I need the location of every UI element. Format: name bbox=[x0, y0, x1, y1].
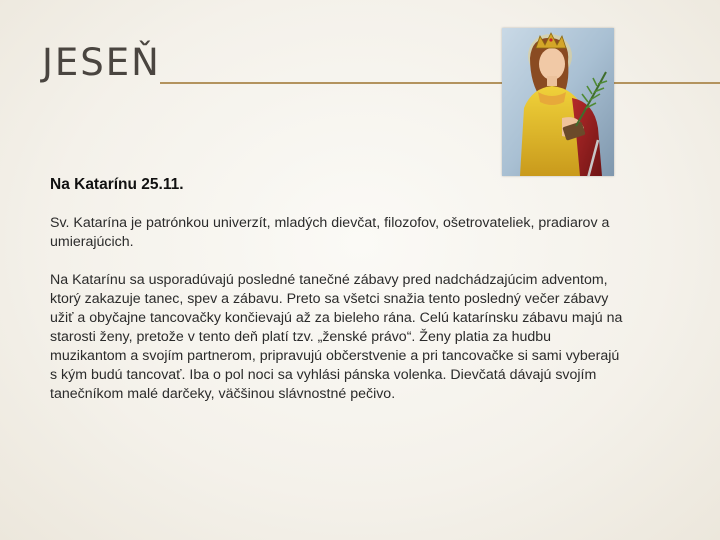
paragraph-customs: Na Katarínu sa usporadúvajú posledné tanečné zábavy pred nadchádzajúcim adventom, ktorý zakazuje tanec, spev a zábavu. Preto sa všetci snažia tento posledný večer zábavy užiť a obyčajne tancovačky končievajú až za bieleho rána. Celú katarínsku zábavu majú na starosti ženy, pretože v tento deň platí tzv. „ženské právo“. Ženy platia za hudbu muzikantom a svojím partnerom, pripravujú občerstvenie a pri tancovačke si sami vyberajú s kým budú tancovať. Iba o pol noci sa vyhlási pánska volenka. Dievčatá dávajú svojím tanečníkom malé darčeky, väčšinou slávnostné pečivo. bbox=[50, 272, 623, 402]
slide-content bbox=[50, 176, 630, 423]
saint-catherine-portrait bbox=[502, 28, 614, 176]
title-underline-right bbox=[614, 82, 720, 84]
title-underline bbox=[160, 82, 502, 84]
section-heading: Na Katarínu 25.11. bbox=[50, 176, 184, 193]
slide-title: JESEŇ bbox=[42, 41, 161, 84]
paragraph-patronage: Sv. Katarína je patrónkou univerzít, mladých dievčat, filozofov, ošetrovateliek, pradiarov a umierajúcich. bbox=[50, 215, 610, 250]
